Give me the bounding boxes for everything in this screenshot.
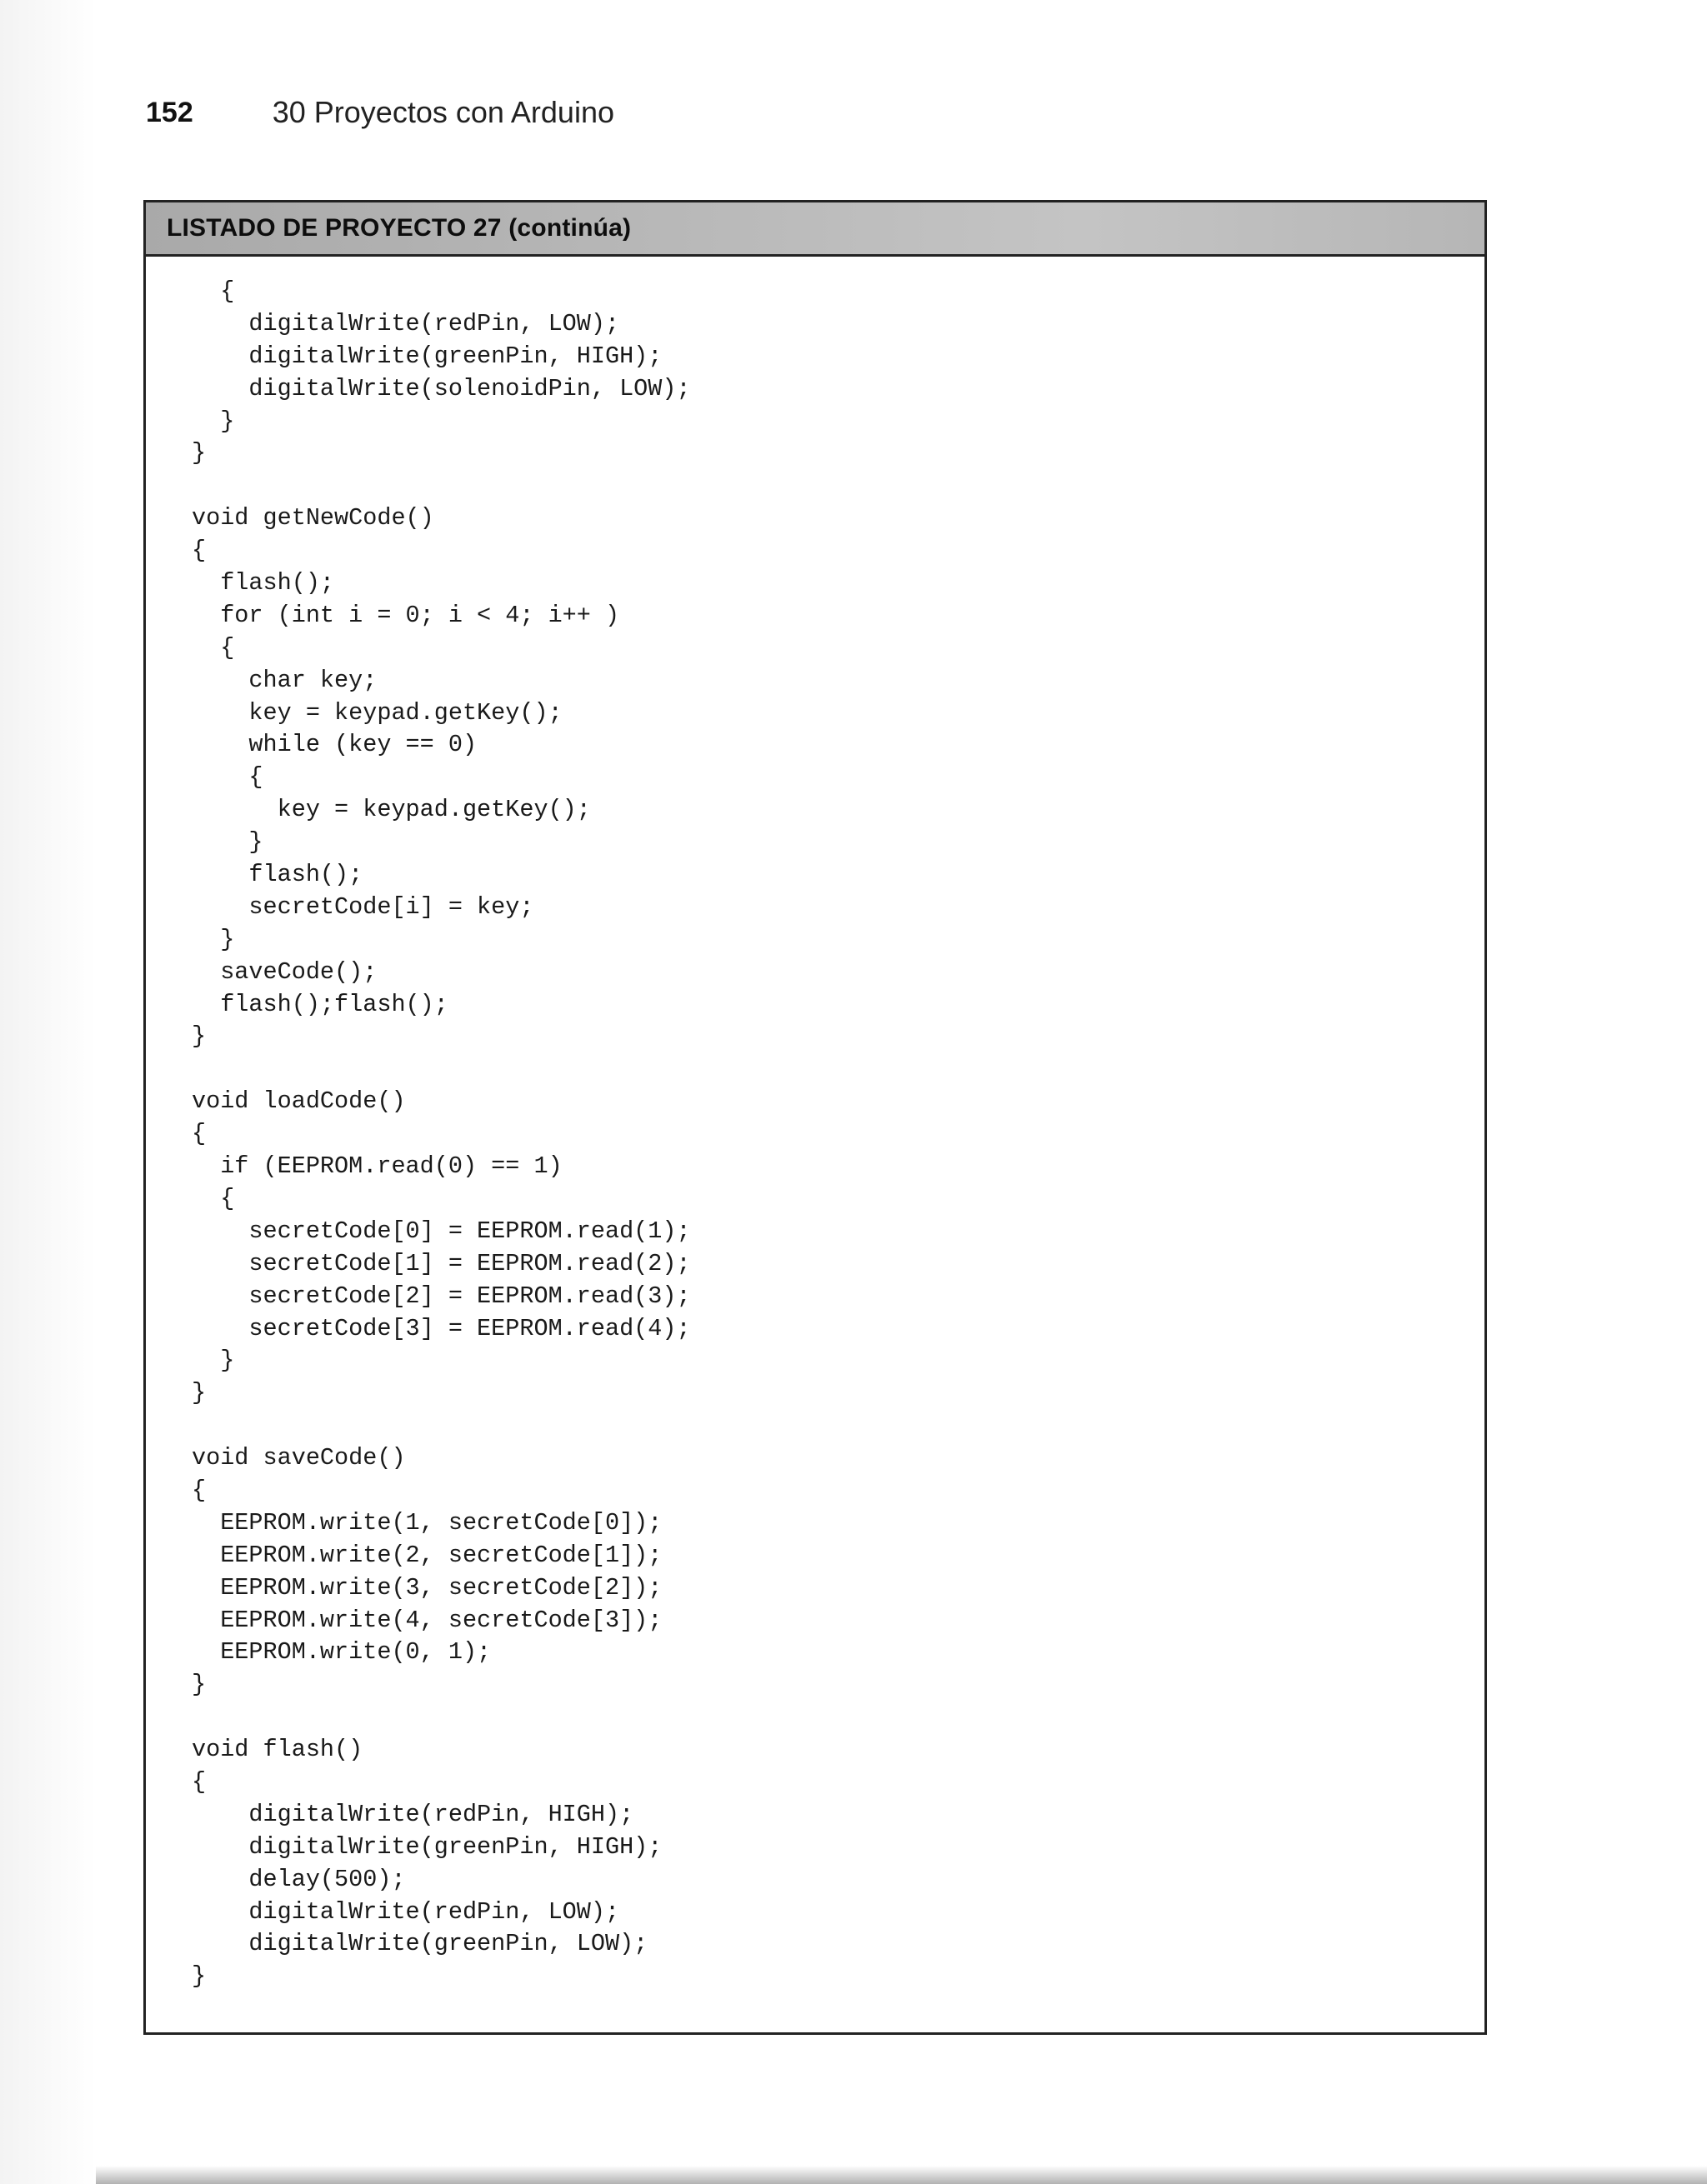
code-line: void flash() bbox=[192, 1736, 363, 1764]
listing-header-bar bbox=[146, 202, 1484, 257]
code-line: EEPROM.write(3, secretCode[2]); bbox=[192, 1573, 663, 1602]
code-line: digitalWrite(greenPin, HIGH); bbox=[192, 342, 663, 370]
code-line: { bbox=[192, 1476, 207, 1504]
code-line: void getNewCode() bbox=[192, 504, 434, 532]
code-line: void loadCode() bbox=[192, 1087, 406, 1116]
page-scan-bottom-edge bbox=[96, 2166, 1707, 2184]
code-block bbox=[192, 276, 691, 1993]
code-line: flash();flash(); bbox=[192, 990, 448, 1018]
code-line: { bbox=[192, 1184, 235, 1212]
code-line: EEPROM.write(2, secretCode[1]); bbox=[192, 1541, 663, 1569]
code-line: EEPROM.write(4, secretCode[3]); bbox=[192, 1606, 663, 1634]
code-line: digitalWrite(redPin, LOW); bbox=[192, 1897, 620, 1926]
code-line: saveCode(); bbox=[192, 957, 378, 986]
code-line: key = keypad.getKey(); bbox=[192, 698, 563, 727]
code-line: { bbox=[192, 763, 263, 792]
code-line: } bbox=[192, 1379, 207, 1407]
code-line: } bbox=[192, 828, 263, 857]
code-line: flash(); bbox=[192, 861, 363, 889]
page-number: 152 bbox=[146, 96, 193, 128]
code-line: } bbox=[192, 925, 235, 953]
code-line: } bbox=[192, 1347, 235, 1375]
code-line: while (key == 0) bbox=[192, 731, 478, 759]
code-line bbox=[192, 1702, 691, 1734]
code-line: { bbox=[192, 1767, 207, 1796]
code-line: digitalWrite(redPin, HIGH); bbox=[192, 1800, 634, 1828]
code-line: } bbox=[192, 1962, 207, 1991]
code-line: digitalWrite(redPin, LOW); bbox=[192, 309, 620, 337]
code-line: secretCode[2] = EEPROM.read(3); bbox=[192, 1282, 691, 1310]
code-line: { bbox=[192, 537, 207, 565]
code-line: flash(); bbox=[192, 569, 335, 597]
running-header bbox=[146, 87, 614, 137]
code-line: EEPROM.write(1, secretCode[0]); bbox=[192, 1508, 663, 1537]
code-line bbox=[192, 470, 691, 502]
code-line: delay(500); bbox=[192, 1865, 406, 1893]
code-line: secretCode[0] = EEPROM.read(1); bbox=[192, 1217, 691, 1245]
code-line: secretCode[i] = key; bbox=[192, 892, 534, 921]
code-line: key = keypad.getKey(); bbox=[192, 796, 591, 824]
code-line: { bbox=[192, 277, 235, 305]
code-line: } bbox=[192, 1671, 207, 1699]
code-line bbox=[192, 1053, 691, 1086]
page-scan-edge bbox=[0, 0, 96, 2184]
code-line: char key; bbox=[192, 666, 378, 694]
code-line: } bbox=[192, 439, 207, 467]
book-title: 30 Proyectos con Arduino bbox=[272, 95, 614, 129]
code-line: { bbox=[192, 633, 235, 662]
code-line: void saveCode() bbox=[192, 1444, 406, 1472]
code-listing-box bbox=[143, 200, 1487, 2035]
code-line: { bbox=[192, 1120, 207, 1148]
code-line: secretCode[1] = EEPROM.read(2); bbox=[192, 1249, 691, 1277]
code-line: EEPROM.write(0, 1); bbox=[192, 1638, 492, 1667]
code-line: } bbox=[192, 1022, 207, 1051]
code-line: digitalWrite(solenoidPin, LOW); bbox=[192, 374, 691, 402]
listing-title: LISTADO DE PROYECTO 27 (continúa) bbox=[167, 214, 632, 242]
code-line: for (int i = 0; i < 4; i++ ) bbox=[192, 601, 620, 629]
code-line bbox=[192, 1410, 691, 1442]
code-line: if (EEPROM.read(0) == 1) bbox=[192, 1152, 563, 1181]
code-line: } bbox=[192, 407, 235, 435]
code-line: digitalWrite(greenPin, HIGH); bbox=[192, 1832, 663, 1861]
code-line: digitalWrite(greenPin, LOW); bbox=[192, 1930, 648, 1958]
code-line: secretCode[3] = EEPROM.read(4); bbox=[192, 1314, 691, 1342]
